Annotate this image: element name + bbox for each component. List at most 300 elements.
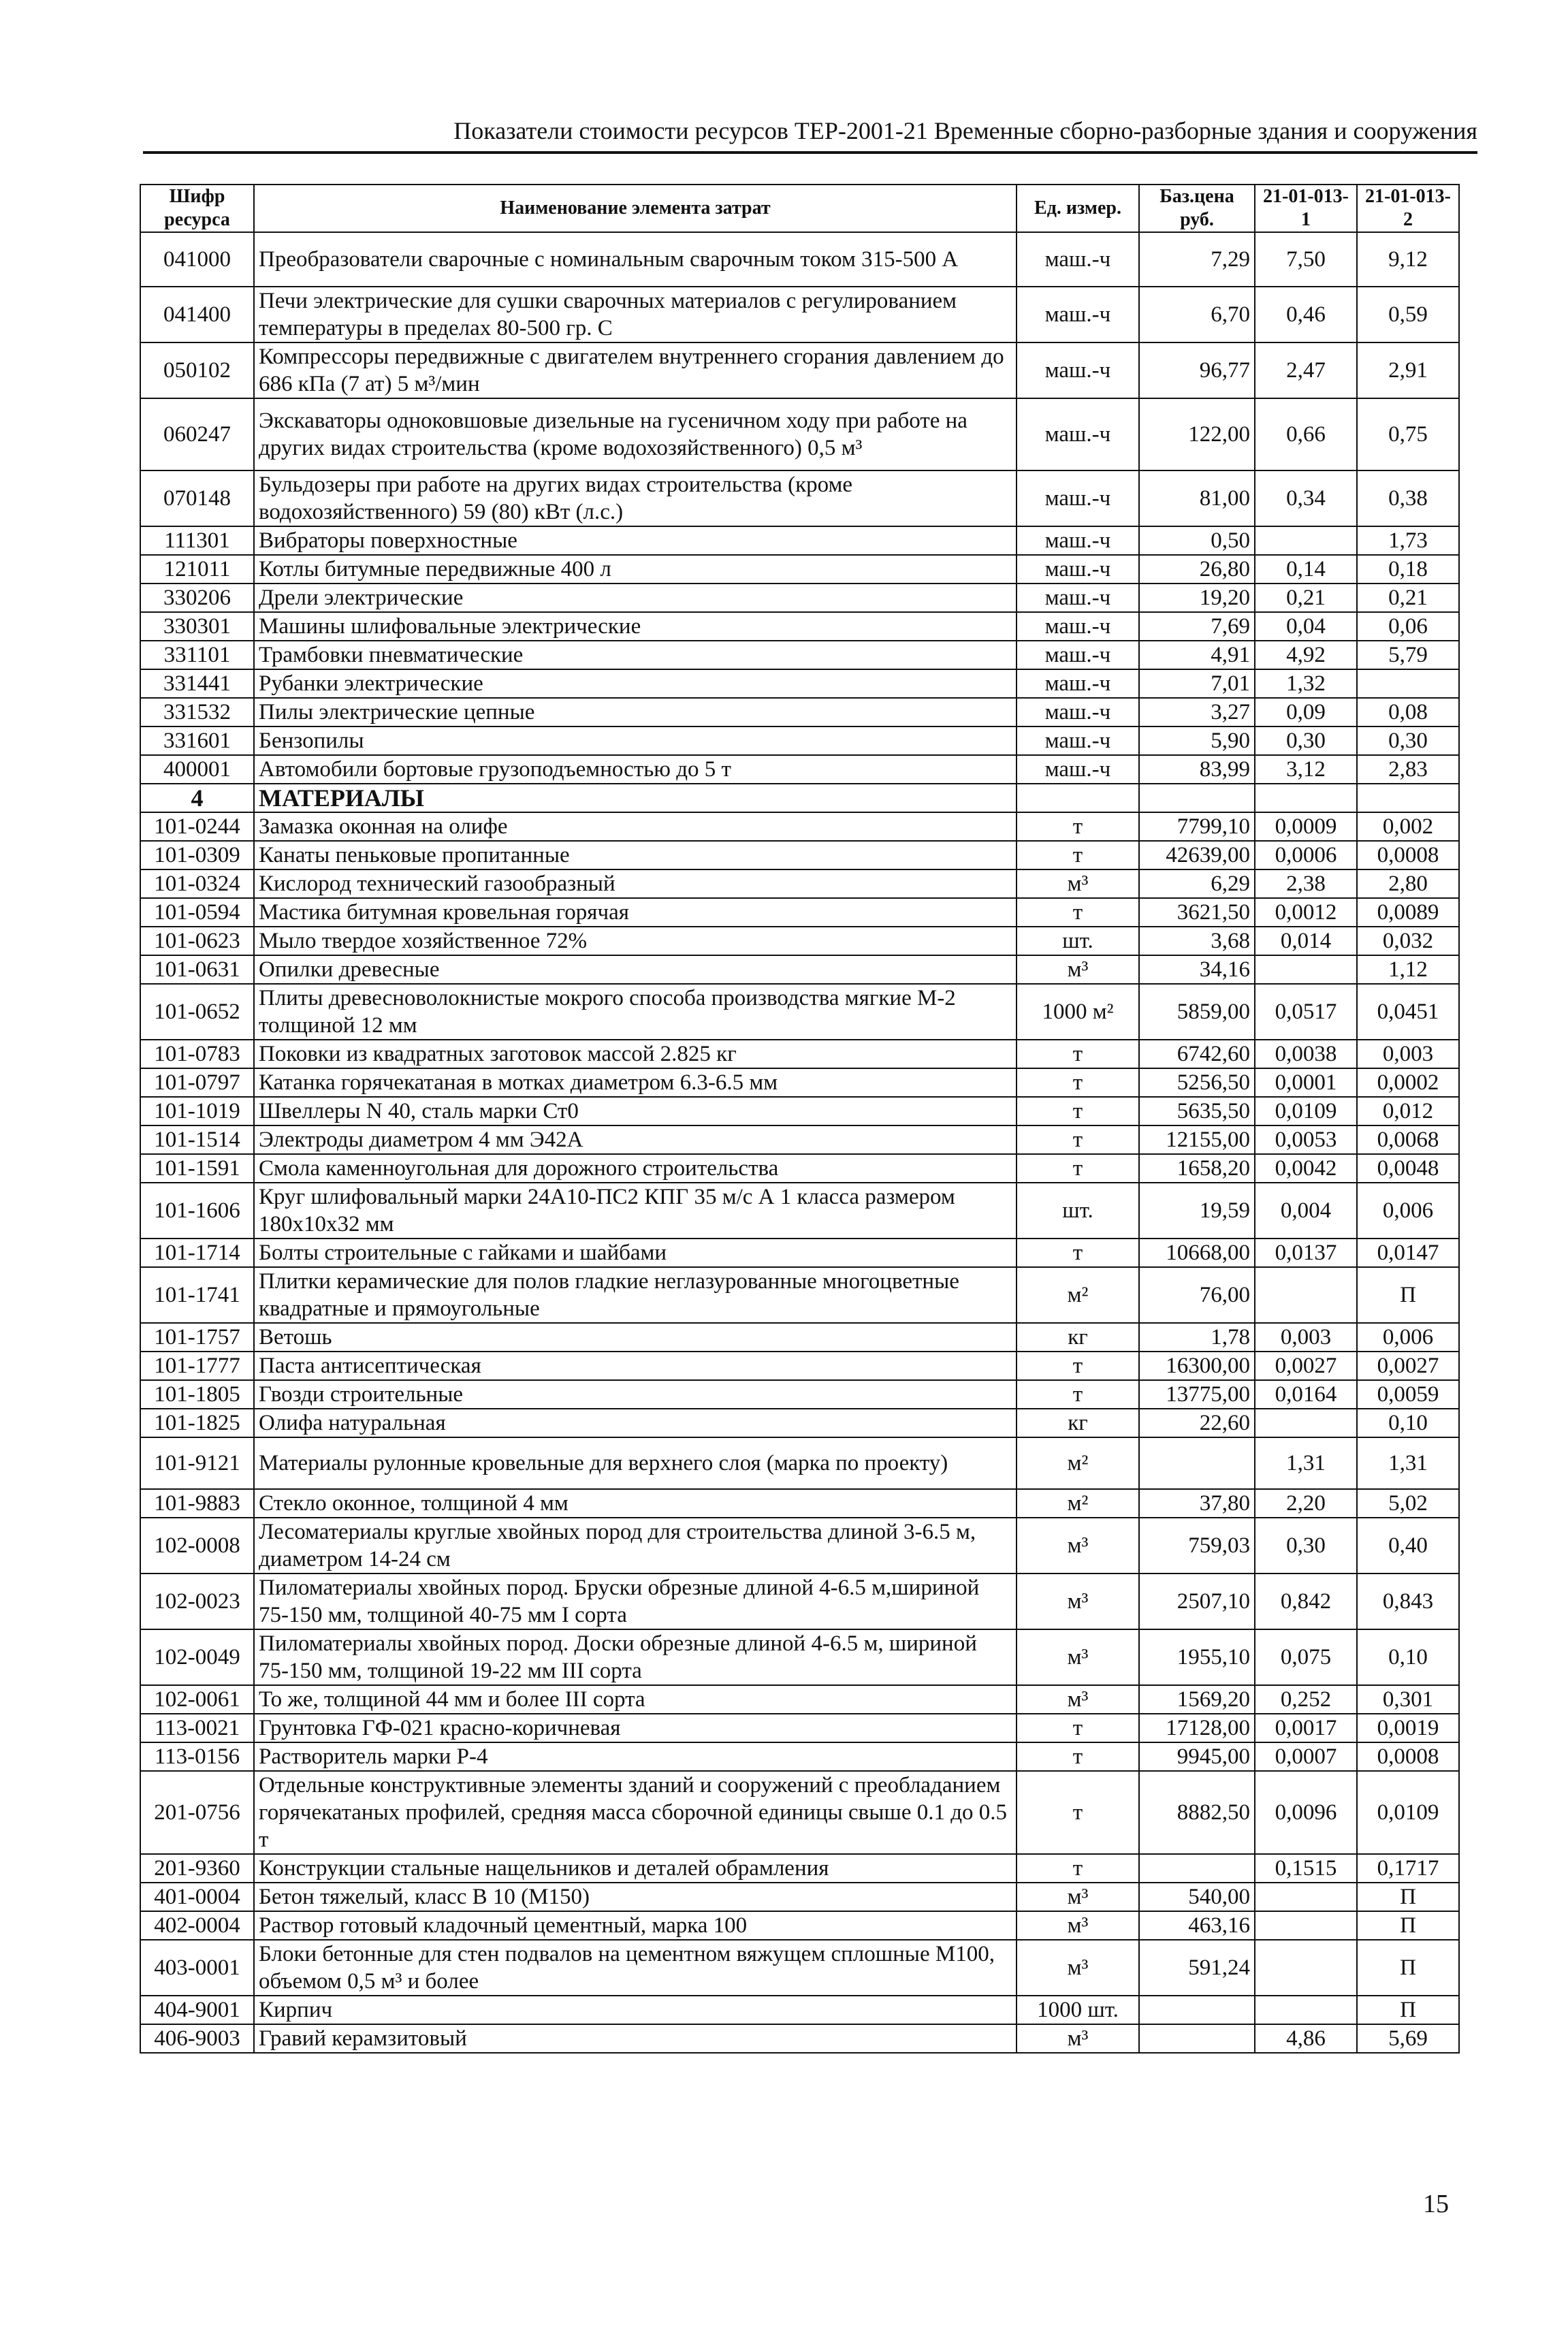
cell-norm-2: 0,0048 [1357, 1154, 1459, 1183]
cell-norm-1: 0,0009 [1255, 812, 1357, 841]
cell-price: 5,90 [1139, 726, 1255, 755]
cell-norm-1: 2,38 [1255, 869, 1357, 898]
cell-unit: м³ [1017, 869, 1139, 898]
table-row [140, 2024, 1459, 2053]
cell-unit: т [1017, 1380, 1139, 1409]
cell-code: 101-1591 [140, 1154, 254, 1183]
table-row [140, 612, 1459, 641]
cell-code: 331101 [140, 641, 254, 669]
cell-unit: маш.-ч [1017, 526, 1139, 555]
cell-unit: м² [1017, 1437, 1139, 1489]
cell-norm-2: 2,91 [1357, 342, 1459, 398]
table-row [140, 398, 1459, 470]
cell-norm-1: 0,0517 [1255, 984, 1357, 1040]
cell-unit: т [1017, 1097, 1139, 1125]
cell-unit: м³ [1017, 1685, 1139, 1714]
table-row [140, 1685, 1459, 1714]
cell-code: 060247 [140, 398, 254, 470]
cell-norm-1: 0,0038 [1255, 1040, 1357, 1068]
cell-norm-2: 2,80 [1357, 869, 1459, 898]
cell-price: 4,91 [1139, 641, 1255, 669]
cell-price: 12155,00 [1139, 1125, 1255, 1154]
cell-price: 10668,00 [1139, 1239, 1255, 1267]
column-header-norm-1: 21-01-013-1 [1255, 185, 1357, 232]
cell-norm-1: 0,0096 [1255, 1771, 1357, 1854]
cell-price: 8882,50 [1139, 1771, 1255, 1854]
cell-price: 34,16 [1139, 955, 1255, 984]
cell-price: 26,80 [1139, 555, 1255, 584]
cell-code: 101-0309 [140, 841, 254, 869]
cell-norm-2: 0,301 [1357, 1685, 1459, 1714]
table-row [140, 1518, 1459, 1574]
cell-unit: шт. [1017, 1183, 1139, 1239]
cell-price: 3,27 [1139, 698, 1255, 726]
cell-name: Пиломатериалы хвойных пород. Доски обрезные длиной 4-6.5 м, шириной 75-150 мм, толщиной 19-22 мм III сорта [254, 1629, 1017, 1685]
cell-name: Дрели электрические [254, 584, 1017, 612]
cell-unit: м³ [1017, 1911, 1139, 1940]
cell-norm-1: 7,50 [1255, 232, 1357, 287]
cell-price [1139, 1437, 1255, 1489]
table-row [140, 287, 1459, 342]
cell-name: Замазка оконная на олифе [254, 812, 1017, 841]
cell-norm-1: 0,0027 [1255, 1352, 1357, 1380]
table-row [140, 526, 1459, 555]
cell-code: 201-9360 [140, 1854, 254, 1883]
cell-norm-2: 0,06 [1357, 612, 1459, 641]
cell-price: 2507,10 [1139, 1574, 1255, 1629]
cell-unit: т [1017, 812, 1139, 841]
cell-norm-1: 0,1515 [1255, 1854, 1357, 1883]
cell-price: 1955,10 [1139, 1629, 1255, 1685]
table-row [140, 1771, 1459, 1854]
cell-norm-1: 0,0109 [1255, 1097, 1357, 1125]
cell-unit: т [1017, 1854, 1139, 1883]
table-row [140, 1323, 1459, 1352]
cell-price [1139, 1854, 1255, 1883]
cell-price: 463,16 [1139, 1911, 1255, 1940]
table-row [140, 1409, 1459, 1437]
cell-code: 101-1714 [140, 1239, 254, 1267]
cell-norm-2: 0,006 [1357, 1183, 1459, 1239]
cell-unit: т [1017, 1352, 1139, 1380]
cell-name: Бензопилы [254, 726, 1017, 755]
cell-name: Канаты пеньковые пропитанные [254, 841, 1017, 869]
cell-code: 101-0652 [140, 984, 254, 1040]
cell-price: 0,50 [1139, 526, 1255, 555]
cell-price: 42639,00 [1139, 841, 1255, 869]
cell-code: 101-1825 [140, 1409, 254, 1437]
cell-norm-1: 0,30 [1255, 726, 1357, 755]
cell-name: Кислород технический газообразный [254, 869, 1017, 898]
table-row [140, 641, 1459, 669]
cell-norm-1: 0,0017 [1255, 1714, 1357, 1742]
table-row [140, 1489, 1459, 1518]
table-row [140, 1239, 1459, 1267]
cell-name: Конструкции стальные нащельников и деталей обрамления [254, 1854, 1017, 1883]
cell-norm-1: 4,92 [1255, 641, 1357, 669]
cell-unit: т [1017, 1714, 1139, 1742]
cell-norm-1: 0,66 [1255, 398, 1357, 470]
cell-unit: м³ [1017, 955, 1139, 984]
table-row [140, 584, 1459, 612]
cell-price: 759,03 [1139, 1518, 1255, 1574]
cell-unit: маш.-ч [1017, 470, 1139, 526]
cell-code: 402-0004 [140, 1911, 254, 1940]
cell-unit: 1000 шт. [1017, 1996, 1139, 2024]
cell-norm-2: 0,0147 [1357, 1239, 1459, 1267]
cell-price: 16300,00 [1139, 1352, 1255, 1380]
cell-unit: т [1017, 841, 1139, 869]
cell-norm-1: 0,0137 [1255, 1239, 1357, 1267]
cell-name: Мыло твердое хозяйственное 72% [254, 927, 1017, 955]
cell-price: 1658,20 [1139, 1154, 1255, 1183]
cell-name: Преобразователи сварочные с номинальным сварочным током 315-500 А [254, 232, 1017, 287]
cell-code: 102-0023 [140, 1574, 254, 1629]
cell-code: 101-1606 [140, 1183, 254, 1239]
cell-norm-2: П [1357, 1883, 1459, 1911]
cell-code: 101-9121 [140, 1437, 254, 1489]
cell-name: Катанка горячекатаная в мотках диаметром 6.3-6.5 мм [254, 1068, 1017, 1097]
cell-norm-2: П [1357, 1267, 1459, 1323]
table-row [140, 1940, 1459, 1996]
cell-unit: м² [1017, 1489, 1139, 1518]
cell-norm-1: 0,46 [1255, 287, 1357, 342]
table-row [140, 1629, 1459, 1685]
cell-norm-2: 0,59 [1357, 287, 1459, 342]
cell-code: 400001 [140, 755, 254, 784]
cell-unit: т [1017, 1742, 1139, 1771]
cell-unit: т [1017, 1239, 1139, 1267]
cell-price: 13775,00 [1139, 1380, 1255, 1409]
table-row [140, 1125, 1459, 1154]
cell-norm-1 [1255, 1883, 1357, 1911]
cell-price: 19,20 [1139, 584, 1255, 612]
cell-code: 102-0061 [140, 1685, 254, 1714]
cell-code: 403-0001 [140, 1940, 254, 1996]
cell-name: Материалы рулонные кровельные для верхнего слоя (марка по проекту) [254, 1437, 1017, 1489]
cell-norm-2: 0,006 [1357, 1323, 1459, 1352]
cell-name: Болты строительные с гайками и шайбами [254, 1239, 1017, 1267]
table-row [140, 1267, 1459, 1323]
cell-norm-2: 0,75 [1357, 398, 1459, 470]
column-header-name: Наименование элемента затрат [254, 185, 1017, 232]
cell-price [1139, 784, 1255, 812]
table-row [140, 1097, 1459, 1125]
cell-name: Кирпич [254, 1996, 1017, 2024]
cell-code: 101-0244 [140, 812, 254, 841]
cell-code: 101-0623 [140, 927, 254, 955]
cell-code: 401-0004 [140, 1883, 254, 1911]
cell-norm-2: 9,12 [1357, 232, 1459, 287]
cell-name: Печи электрические для сушки сварочных материалов с регулированием температуры в пределах 80-500 гр. С [254, 287, 1017, 342]
cell-norm-2: 0,0109 [1357, 1771, 1459, 1854]
table-row [140, 1183, 1459, 1239]
cell-norm-2 [1357, 669, 1459, 698]
cell-name: Котлы битумные передвижные 400 л [254, 555, 1017, 584]
cell-norm-2: 0,1717 [1357, 1854, 1459, 1883]
cell-norm-1: 0,252 [1255, 1685, 1357, 1714]
cell-norm-2: 0,002 [1357, 812, 1459, 841]
table-row [140, 698, 1459, 726]
cell-code: 101-0631 [140, 955, 254, 984]
table-row [140, 1742, 1459, 1771]
cell-price: 3,68 [1139, 927, 1255, 955]
cell-norm-2: 0,0002 [1357, 1068, 1459, 1097]
cell-name: Рубанки электрические [254, 669, 1017, 698]
cell-name: Автомобили бортовые грузоподъемностью до 5 т [254, 755, 1017, 784]
cell-price: 81,00 [1139, 470, 1255, 526]
table-row [140, 927, 1459, 955]
cell-unit: м³ [1017, 1940, 1139, 1996]
table-row [140, 898, 1459, 927]
cell-code: 101-0594 [140, 898, 254, 927]
cell-name: Бульдозеры при работе на других видах строительства (кроме водохозяйственного) 59 (80) кВт (л.с.) [254, 470, 1017, 526]
cell-code: 102-0049 [140, 1629, 254, 1685]
cell-unit: маш.-ч [1017, 641, 1139, 669]
resource-cost-table [140, 184, 1460, 2054]
cell-name: Смола каменноугольная для дорожного строительства [254, 1154, 1017, 1183]
cell-name: Трамбовки пневматические [254, 641, 1017, 669]
cell-norm-2: 0,08 [1357, 698, 1459, 726]
cell-name: Гвозди строительные [254, 1380, 1017, 1409]
cell-code: 070148 [140, 470, 254, 526]
table-row [140, 342, 1459, 398]
cell-norm-1: 0,0053 [1255, 1125, 1357, 1154]
cell-unit [1017, 784, 1139, 812]
cell-norm-2: 0,0089 [1357, 898, 1459, 927]
column-header-norm-2: 21-01-013-2 [1357, 185, 1459, 232]
cell-norm-2: П [1357, 1911, 1459, 1940]
cell-norm-1 [1255, 1267, 1357, 1323]
cell-norm-1: 0,34 [1255, 470, 1357, 526]
cell-norm-2 [1357, 784, 1459, 812]
table-row [140, 869, 1459, 898]
cell-name: Паста антисептическая [254, 1352, 1017, 1380]
cell-norm-1: 0,0001 [1255, 1068, 1357, 1097]
cell-unit: 1000 м² [1017, 984, 1139, 1040]
cell-name: Электроды диаметром 4 мм Э42А [254, 1125, 1017, 1154]
cell-norm-1: 1,32 [1255, 669, 1357, 698]
cell-price: 1,78 [1139, 1323, 1255, 1352]
cell-norm-2: 0,0068 [1357, 1125, 1459, 1154]
table-row [140, 812, 1459, 841]
cell-norm-1: 2,20 [1255, 1489, 1357, 1518]
cell-price: 7799,10 [1139, 812, 1255, 841]
cell-code: 111301 [140, 526, 254, 555]
cell-norm-1: 0,21 [1255, 584, 1357, 612]
cell-norm-1: 0,14 [1255, 555, 1357, 584]
header-rule [143, 151, 1477, 154]
table-row [140, 669, 1459, 698]
cell-code: 101-0324 [140, 869, 254, 898]
cell-unit: маш.-ч [1017, 287, 1139, 342]
cell-code: 101-1805 [140, 1380, 254, 1409]
table-row [140, 726, 1459, 755]
cell-norm-1: 0,30 [1255, 1518, 1357, 1574]
cell-norm-2: 0,21 [1357, 584, 1459, 612]
cell-price: 22,60 [1139, 1409, 1255, 1437]
cell-name: Блоки бетонные для стен подвалов на цементном вяжущем сплошные М100, объемом 0,5 м³ и более [254, 1940, 1017, 1996]
table-row [140, 1911, 1459, 1940]
cell-code: 330301 [140, 612, 254, 641]
cell-unit: маш.-ч [1017, 555, 1139, 584]
table-row [140, 984, 1459, 1040]
table-row [140, 1714, 1459, 1742]
cell-unit: маш.-ч [1017, 398, 1139, 470]
table-row [140, 232, 1459, 287]
table-row [140, 1154, 1459, 1183]
cell-name: Грунтовка ГФ-021 красно-коричневая [254, 1714, 1017, 1742]
cell-unit: м³ [1017, 1883, 1139, 1911]
cell-unit: кг [1017, 1323, 1139, 1352]
cell-norm-2: 0,10 [1357, 1629, 1459, 1685]
cell-price: 76,00 [1139, 1267, 1255, 1323]
cell-norm-2: 0,30 [1357, 726, 1459, 755]
cell-norm-1: 0,075 [1255, 1629, 1357, 1685]
cell-norm-1: 2,47 [1255, 342, 1357, 398]
cell-norm-2: 5,79 [1357, 641, 1459, 669]
cell-norm-1: 0,0007 [1255, 1742, 1357, 1771]
cell-norm-1: 3,12 [1255, 755, 1357, 784]
cell-unit: маш.-ч [1017, 232, 1139, 287]
cell-norm-2: 0,012 [1357, 1097, 1459, 1125]
page-header-title: Показатели стоимости ресурсов ТЕР-2001-21 Временные сборно-разборные здания и сооружения [453, 117, 1477, 144]
cell-name: Круг шлифовальный марки 24А10-ПС2 КПГ 35 м/с А 1 класса размером 180х10х32 мм [254, 1183, 1017, 1239]
table-row [140, 1437, 1459, 1489]
cell-price: 5256,50 [1139, 1068, 1255, 1097]
cell-norm-2: 1,73 [1357, 526, 1459, 555]
cell-name: Вибраторы поверхностные [254, 526, 1017, 555]
cell-norm-2: 0,18 [1357, 555, 1459, 584]
table-row [140, 1380, 1459, 1409]
table-section-row [140, 784, 1459, 812]
cell-name: Швеллеры N 40, сталь марки Ст0 [254, 1097, 1017, 1125]
cell-price: 17128,00 [1139, 1714, 1255, 1742]
cell-norm-2: П [1357, 1940, 1459, 1996]
cell-code: 101-0797 [140, 1068, 254, 1097]
cell-name: То же, толщиной 44 мм и более III сорта [254, 1685, 1017, 1714]
cell-code: 041400 [140, 287, 254, 342]
cell-name: Пиломатериалы хвойных пород. Бруски обрезные длиной 4-6.5 м,шириной 75-150 мм, толщиной 40-75 мм I сорта [254, 1574, 1017, 1629]
cell-name: Гравий керамзитовый [254, 2024, 1017, 2053]
cell-norm-1: 4,86 [1255, 2024, 1357, 2053]
table-row [140, 470, 1459, 526]
cell-price: 3621,50 [1139, 898, 1255, 927]
cell-norm-2: 0,0027 [1357, 1352, 1459, 1380]
cell-price [1139, 1996, 1255, 2024]
table-row [140, 955, 1459, 984]
cell-norm-1 [1255, 526, 1357, 555]
cell-code: 101-1019 [140, 1097, 254, 1125]
cell-norm-2: 0,0008 [1357, 1742, 1459, 1771]
cell-price: 540,00 [1139, 1883, 1255, 1911]
cell-unit: т [1017, 898, 1139, 927]
cell-price: 19,59 [1139, 1183, 1255, 1239]
cell-name: Олифа натуральная [254, 1409, 1017, 1437]
cell-unit: т [1017, 1771, 1139, 1854]
cell-norm-1: 0,04 [1255, 612, 1357, 641]
table-header-row [140, 185, 1459, 232]
table-row [140, 755, 1459, 784]
column-header-unit: Ед. измер. [1017, 185, 1139, 232]
cell-code: 404-9001 [140, 1996, 254, 2024]
cell-price: 7,01 [1139, 669, 1255, 698]
cell-price: 9945,00 [1139, 1742, 1255, 1771]
cell-name: Экскаваторы одноковшовые дизельные на гусеничном ходу при работе на других видах строительства (кроме водохозяйственного) 0,5 м³ [254, 398, 1017, 470]
cell-unit: м³ [1017, 1518, 1139, 1574]
cell-name: Раствор готовый кладочный цементный, марка 100 [254, 1911, 1017, 1940]
table-row [140, 1040, 1459, 1068]
cell-norm-1: 1,31 [1255, 1437, 1357, 1489]
page-number: 15 [1423, 2190, 1449, 2218]
cell-name: Плитки керамические для полов гладкие неглазурованные многоцветные квадратные и прямоугольные [254, 1267, 1017, 1323]
cell-norm-1: 0,842 [1255, 1574, 1357, 1629]
cell-price: 5859,00 [1139, 984, 1255, 1040]
cell-name: Мастика битумная кровельная горячая [254, 898, 1017, 927]
cell-norm-1: 0,0164 [1255, 1380, 1357, 1409]
table-row [140, 1068, 1459, 1097]
table-row [140, 1352, 1459, 1380]
cell-price: 6742,60 [1139, 1040, 1255, 1068]
cell-code: 101-1741 [140, 1267, 254, 1323]
cell-norm-2: 0,0008 [1357, 841, 1459, 869]
cell-code: 101-1777 [140, 1352, 254, 1380]
cell-price: 1569,20 [1139, 1685, 1255, 1714]
cell-norm-1: 0,004 [1255, 1183, 1357, 1239]
cell-price: 6,70 [1139, 287, 1255, 342]
cell-unit: маш.-ч [1017, 726, 1139, 755]
cell-norm-1: 0,014 [1255, 927, 1357, 955]
cell-code: 041000 [140, 232, 254, 287]
cell-unit: м³ [1017, 1629, 1139, 1685]
cell-name: Стекло оконное, толщиной 4 мм [254, 1489, 1017, 1518]
cell-price: 83,99 [1139, 755, 1255, 784]
cell-code: 101-1757 [140, 1323, 254, 1352]
cell-name: Компрессоры передвижные с двигателем внутреннего сгорания давлением до 686 кПа (7 ат) 5 м³/мин [254, 342, 1017, 398]
table-row [140, 1996, 1459, 2024]
cell-code: 331441 [140, 669, 254, 698]
cell-norm-2: 0,003 [1357, 1040, 1459, 1068]
column-header-code: Шифр ресурса [140, 185, 254, 232]
cell-price: 122,00 [1139, 398, 1255, 470]
cell-name: Пилы электрические цепные [254, 698, 1017, 726]
cell-unit: т [1017, 1154, 1139, 1183]
cell-unit: т [1017, 1040, 1139, 1068]
cell-norm-1 [1255, 955, 1357, 984]
cell-code: 101-0783 [140, 1040, 254, 1068]
cell-norm-2: 0,40 [1357, 1518, 1459, 1574]
cell-unit: маш.-ч [1017, 342, 1139, 398]
cell-name: Машины шлифовальные электрические [254, 612, 1017, 641]
cell-norm-2: 0,0451 [1357, 984, 1459, 1040]
cell-norm-2: 0,843 [1357, 1574, 1459, 1629]
cell-name: МАТЕРИАЛЫ [254, 784, 1017, 812]
cell-price: 6,29 [1139, 869, 1255, 898]
cell-norm-1 [1255, 1911, 1357, 1940]
cell-price: 37,80 [1139, 1489, 1255, 1518]
cell-norm-2: 5,02 [1357, 1489, 1459, 1518]
cell-name: Плиты древесноволокнистые мокрого способа производства мягкие М-2 толщиной 12 мм [254, 984, 1017, 1040]
table-row [140, 1574, 1459, 1629]
cell-code: 101-1514 [140, 1125, 254, 1154]
cell-name: Отдельные конструктивные элементы зданий и сооружений с преобладанием горячекатаных профилей, средняя масса сборочной единицы свыше 0.1 до 0.5 т [254, 1771, 1017, 1854]
table-body [140, 232, 1459, 2053]
table-row [140, 1883, 1459, 1911]
cell-unit: м³ [1017, 2024, 1139, 2053]
cell-unit: маш.-ч [1017, 698, 1139, 726]
cell-code: 050102 [140, 342, 254, 398]
cell-norm-2: 0,0059 [1357, 1380, 1459, 1409]
